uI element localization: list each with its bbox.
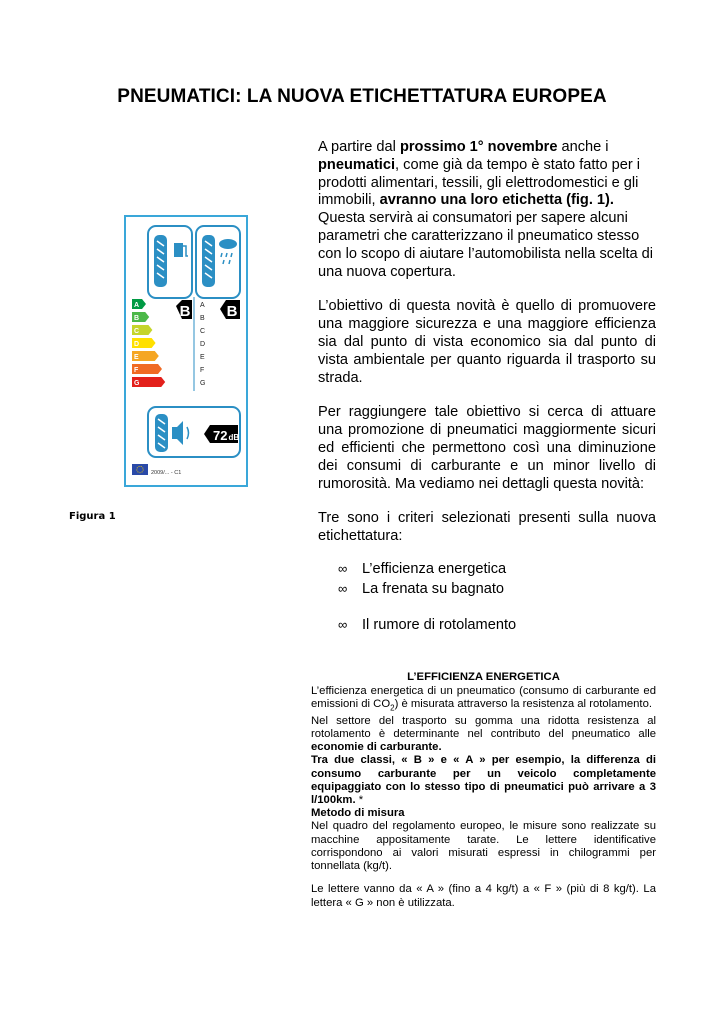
text: L’efficienza energetica di un pneumatico (consumo di carburante ed emissioni di CO: [311, 685, 656, 711]
wet-class-label-c: C: [200, 328, 206, 335]
text: Nel settore del trasporto su gomma una ridotta resistenza al rotolamento è determinante nel contributo del pneumatico alle: [311, 714, 656, 741]
infinity-bullet-icon: ∞: [338, 580, 348, 596]
bold-text: prossimo 1° novembre: [399, 139, 558, 155]
list-item-text: La frenata su bagnato: [362, 580, 504, 597]
footnote-marker: *: [355, 794, 364, 807]
criteria-list: [318, 560, 656, 634]
wet-class-label-d: D: [200, 341, 206, 348]
section-subheading: [311, 807, 656, 820]
tyre-label-image: [124, 215, 248, 487]
wet-class-label-f: F: [200, 367, 205, 374]
intro-paragraph-4: Tre sono i criteri selezionati presenti sulla nuova etichettatura:: [318, 510, 656, 545]
intro-text: [318, 139, 656, 635]
bold-text: Metodo di misura: [311, 807, 405, 820]
noise-unit: dB: [228, 433, 240, 442]
wet-class-label-e: E: [200, 354, 205, 361]
class-label-c: C: [134, 328, 140, 335]
figure-caption: Figura 1: [69, 511, 116, 522]
bold-text: avranno una loro etichetta (fig. 1).: [379, 192, 614, 209]
section-paragraph-5: Le lettere vanno da « A » (fino a 4 kg/t) a « F » (più di 8 kg/t). La lettera « G » non è utilizzata.: [311, 883, 656, 909]
class-label-g: G: [134, 380, 140, 387]
page-title: PNEUMATICI: LA NUOVA ETICHETTATURA EUROPEA: [117, 86, 607, 107]
class-label-f: F: [134, 367, 139, 374]
wet-class-label-g: G: [200, 380, 206, 387]
text: , come già da tempo è stato fatto per i prodotti alimentari, tessili, gli elettrodomestici e gli immobili,: [318, 156, 641, 209]
intro-paragraph-3: Per raggiungere tale obiettivo si cerca di attuare una promozione di pneumatici maggiormente sicuri ed efficienti che permettono così una diminuzione dei consumi di carburante e un minor livello di rumorosità. Ma vediamo nei dettagli questa novità:: [318, 404, 656, 492]
bold-text: Tra due classi, « B » e « A » per esempio, la differenza di consumo carburante per un veicolo completamente equipaggiato con lo stesso tipo di pneumatici può arrivare a 3 l/100km.: [311, 754, 656, 807]
noise-value-number: 72: [213, 428, 228, 443]
wet-class-label-a: A: [200, 302, 205, 309]
bold-text: economie di carburante.: [311, 741, 442, 754]
intro-paragraph-1: [318, 139, 656, 281]
intro-paragraph-2: L’obiettivo di questa novità è quello di promuovere una maggiore sicurezza e una maggiore efficienza sia dal punto di vista economico sia dal punto di vista ambientale per quanto riguarda il trasporto su strada.: [318, 298, 656, 386]
list-item-text: Il rumore di rotolamento: [362, 616, 517, 633]
text: A partire dal: [318, 139, 400, 155]
tyre-icon: [154, 235, 167, 287]
class-label-b: B: [134, 315, 140, 322]
tyre-icon: [202, 235, 215, 287]
regulation-text: 2009/... - C1: [151, 470, 182, 476]
class-label-d: D: [134, 341, 140, 348]
subscript: 2: [390, 703, 395, 713]
section-paragraph-3: [311, 754, 656, 807]
section-paragraph-4: Nel quadro del regolamento europeo, le misure sono realizzate su macchine appositamente tarate. Le lettere identificative corrispondono ai valori misurati espressi in chilogrammi per tonnellata (kg/t).: [311, 820, 656, 873]
text: ) è misurata attraverso la resistenza al rotolamento.: [394, 698, 652, 711]
text: Questa servirà ai consumatori per sapere alcuni parametri che caratterizzano il pneumatico stesso con lo scopo di aiutare l’automobilista nella scelta di una nuova copertura.: [318, 210, 654, 280]
wet-class-letter: B: [226, 303, 238, 320]
list-item: [318, 616, 656, 635]
section-paragraph-2: [311, 715, 656, 755]
energy-efficiency-section: [311, 671, 656, 910]
section-paragraph-1: [311, 685, 656, 715]
eu-flag-icon: [132, 464, 148, 475]
tyre-icon: [155, 414, 168, 452]
class-label-e: E: [134, 354, 139, 361]
fuel-class-letter: B: [179, 303, 191, 320]
tyre-label-figure: [124, 215, 248, 487]
class-label-a: A: [134, 302, 140, 309]
list-item: [318, 580, 656, 599]
wet-class-label-b: B: [200, 315, 205, 322]
section-heading: L’EFFICIENZA ENERGETICA: [407, 671, 560, 683]
text: anche i: [557, 139, 609, 155]
list-item-text: L’efficienza energetica: [362, 560, 507, 577]
infinity-bullet-icon: ∞: [338, 560, 348, 576]
infinity-bullet-icon: ∞: [338, 616, 348, 632]
list-item: [318, 560, 656, 579]
bold-text: pneumatici: [318, 156, 396, 173]
